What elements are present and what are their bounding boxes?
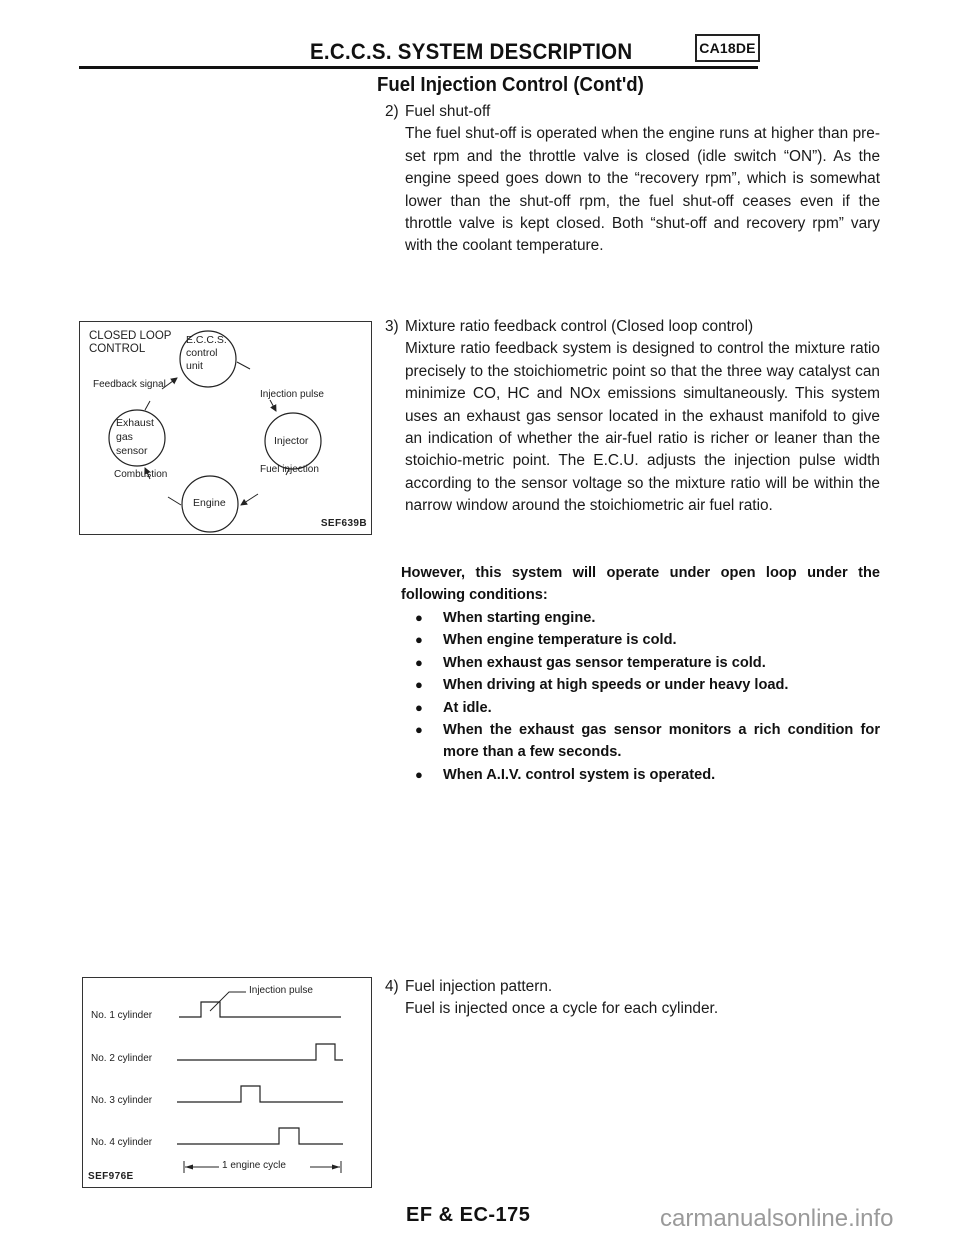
cylinder-label: No. 4 cylinder [91,1137,153,1148]
condition-item: ● When A.I.V. control system is operated. [401,764,880,786]
engine-model-badge: CA18DE [695,34,760,62]
injection-pulse-label: Injection pulse [249,985,313,996]
fuel-injection-label: Fuel injection [260,464,319,475]
feedback-signal-label: Feedback signal [93,379,166,390]
section-title: Fuel Injection Control (Cont'd) [377,74,644,96]
condition-item: ● When driving at high speeds or under heavy load. [401,674,880,696]
item-number: 4) [385,978,399,995]
item-body: The fuel shut-off is operated when the engine runs at higher than pre-set rpm and the throttle valve is closed (idle switch “ON”). As the engine speed goes down to the “recovery rpm”, which is somewhat lower than the shut-off rpm, the fuel shut-off ceases even if the throttle valve is kept closed. Both “shut-off and recovery rpm” vary with the coolant temperature. [405,125,880,255]
bullet-icon: ● [415,699,423,715]
cylinder-3-waveform-icon [177,1086,343,1102]
bullet-icon: ● [415,722,423,738]
injection-pulse-label: Injection pulse [260,389,324,400]
open-loop-intro: However, this system will operate under open loop under the following conditions: [401,565,880,604]
condition-item: ● When starting engine. [401,607,880,629]
item-heading: Fuel shut-off [405,103,491,120]
diagram-title: CLOSED LOOP [89,330,172,342]
item-number: 2) [385,103,399,120]
figure-code: SEF639B [320,518,367,529]
figure-code: SEF976E [88,1171,134,1182]
item-body: Fuel is injected once a cycle for each cylinder. [405,1000,719,1018]
page-header-title: E.C.C.S. SYSTEM DESCRIPTION [310,39,633,64]
engine-cycle-label: 1 engine cycle [222,1160,286,1171]
header-divider [79,66,758,69]
bullet-icon: ● [415,654,423,670]
item-fuel-injection-pattern [385,976,880,1021]
cylinder-label: No. 2 cylinder [91,1053,153,1064]
ecu-node-label: control [186,347,218,359]
sensor-node-label: gas [116,431,133,443]
cylinder-2-waveform-icon [177,1044,343,1060]
item-fuel-shutoff [385,101,880,258]
cylinder-label: No. 1 cylinder [91,1010,153,1021]
condition-item: ● When exhaust gas sensor temperature is cold. [401,652,880,674]
injection-pattern-diagram [82,977,372,1188]
condition-item: ● When engine temperature is cold. [401,629,880,651]
item-mixture-ratio-feedback [385,316,880,518]
sensor-node-label: Exhaust [116,417,154,429]
bullet-icon: ● [415,766,423,782]
closed-loop-control-diagram [79,321,372,535]
bullet-icon: ● [415,632,423,648]
item-body: Mixture ratio feedback system is designed to control the mixture ratio precisely to the stoichiometric point so that the three way catalyst can minimize CO, HC and NOx emissions simultaneously. This system uses an exhaust gas sensor located in the exhaust manifold to give an indication of whether the air-fuel ratio is richer or leaner than the stoichio-metric point. The E.C.U. adjusts the injection pulse width according to the sensor voltage so the mixture ratio will be within the narrow window around the stoichiometric air fuel ratio. [405,340,880,515]
condition-item: ● When the exhaust gas sensor monitors a rich condition for more than a few seconds. [401,719,880,764]
ecu-node-label: unit [186,360,203,372]
bullet-icon: ● [415,677,423,693]
cylinder-1-waveform-icon [179,1002,341,1017]
page-number: EF & EC-175 [406,1204,531,1226]
combustion-label: Combustion [114,469,168,480]
sensor-node-label: sensor [116,445,148,457]
engine-node-label: Engine [193,497,226,509]
cylinder-4-waveform-icon [177,1128,343,1144]
watermark: carmanualsonline.info [660,1205,894,1232]
injector-node-label: Injector [274,435,309,447]
condition-item: ● At idle. [401,697,880,719]
ecu-node-label: E.C.C.S. [186,334,227,346]
diagram-title: CONTROL [89,343,146,355]
item-number: 3) [385,318,399,335]
cylinder-label: No. 3 cylinder [91,1095,153,1106]
item-heading: Mixture ratio feedback control (Closed loop control) [405,318,754,335]
bullet-icon: ● [415,610,423,625]
item-heading: Fuel injection pattern. [405,978,553,995]
open-loop-conditions-list [401,607,880,786]
